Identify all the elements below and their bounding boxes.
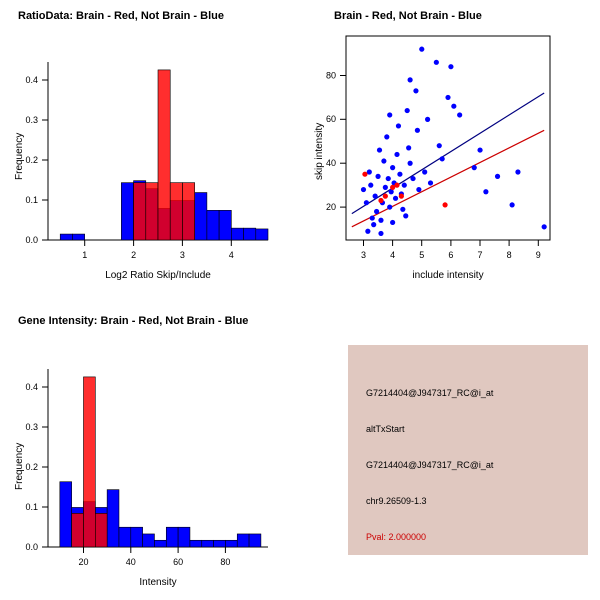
gene-histogram-title: Gene Intensity: Brain - Red, Not Brain - Blue xyxy=(18,315,249,327)
svg-text:0.4: 0.4 xyxy=(25,382,38,392)
svg-text:0.0: 0.0 xyxy=(25,235,38,245)
svg-text:3: 3 xyxy=(360,250,367,260)
svg-text:4: 4 xyxy=(390,250,396,260)
panel-gene-histogram xyxy=(0,300,300,600)
scatter-ylabel: skip intensity xyxy=(314,122,325,180)
ratio-histogram-ylabel: Frequency xyxy=(14,132,25,180)
ratio-histogram-bars xyxy=(60,70,268,240)
panel-ratio-histogram xyxy=(0,0,300,300)
svg-text:3: 3 xyxy=(179,250,185,260)
svg-text:0.3: 0.3 xyxy=(25,115,38,125)
ratio-histogram-plot xyxy=(0,0,300,300)
gene-histogram-xlabel: Intensity xyxy=(139,577,177,588)
svg-text:0.3: 0.3 xyxy=(25,422,38,432)
svg-text:4: 4 xyxy=(228,250,234,260)
svg-text:0.4: 0.4 xyxy=(25,75,38,85)
svg-text:40: 40 xyxy=(125,557,136,567)
svg-text:0.1: 0.1 xyxy=(25,195,38,205)
ratio-histogram-title: RatioData: Brain - Red, Not Brain - Blue xyxy=(18,10,224,22)
ratio-histogram-xlabel: Log2 Ratio Skip/Include xyxy=(105,270,211,281)
svg-text:60: 60 xyxy=(325,114,336,124)
gene-histogram-plot xyxy=(0,300,300,600)
scatter-fit-lines xyxy=(352,93,544,227)
svg-text:40: 40 xyxy=(325,158,336,168)
gene-histogram-ylabel: Frequency xyxy=(14,442,25,490)
gene-info-box xyxy=(348,345,588,555)
svg-text:2: 2 xyxy=(131,250,137,260)
svg-text:0.0: 0.0 xyxy=(25,542,38,552)
svg-text:5: 5 xyxy=(419,250,425,260)
info-line-event-type: altTxStart xyxy=(366,424,405,434)
svg-text:20: 20 xyxy=(325,202,336,212)
scatter-title: Brain - Red, Not Brain - Blue xyxy=(334,10,482,22)
scatter-xlabel: include intensity xyxy=(412,270,484,281)
svg-text:6: 6 xyxy=(448,250,454,260)
svg-text:8: 8 xyxy=(506,250,512,260)
svg-text:20: 20 xyxy=(78,557,89,567)
gene-histogram-bars xyxy=(60,377,261,547)
panel-intensity-scatter xyxy=(300,0,600,300)
svg-text:0.1: 0.1 xyxy=(25,502,38,512)
info-line-locus: chr9.26509-1.3 xyxy=(366,496,427,506)
info-line-probe-id-2: G7214404@J947317_RC@i_at xyxy=(366,460,494,470)
scatter-plot xyxy=(300,0,600,300)
svg-text:1: 1 xyxy=(82,250,88,260)
svg-text:80: 80 xyxy=(220,557,231,567)
svg-text:0.2: 0.2 xyxy=(25,462,38,472)
svg-text:0.2: 0.2 xyxy=(25,155,38,165)
info-line-probe-id: G7214404@J947317_RC@i_at xyxy=(366,388,494,398)
scatter-points xyxy=(361,47,547,236)
svg-text:60: 60 xyxy=(173,557,184,567)
svg-text:7: 7 xyxy=(477,250,483,260)
info-line-pval: Pval: 2.000000 xyxy=(366,532,427,542)
svg-text:80: 80 xyxy=(325,70,336,81)
svg-text:9: 9 xyxy=(535,250,541,260)
